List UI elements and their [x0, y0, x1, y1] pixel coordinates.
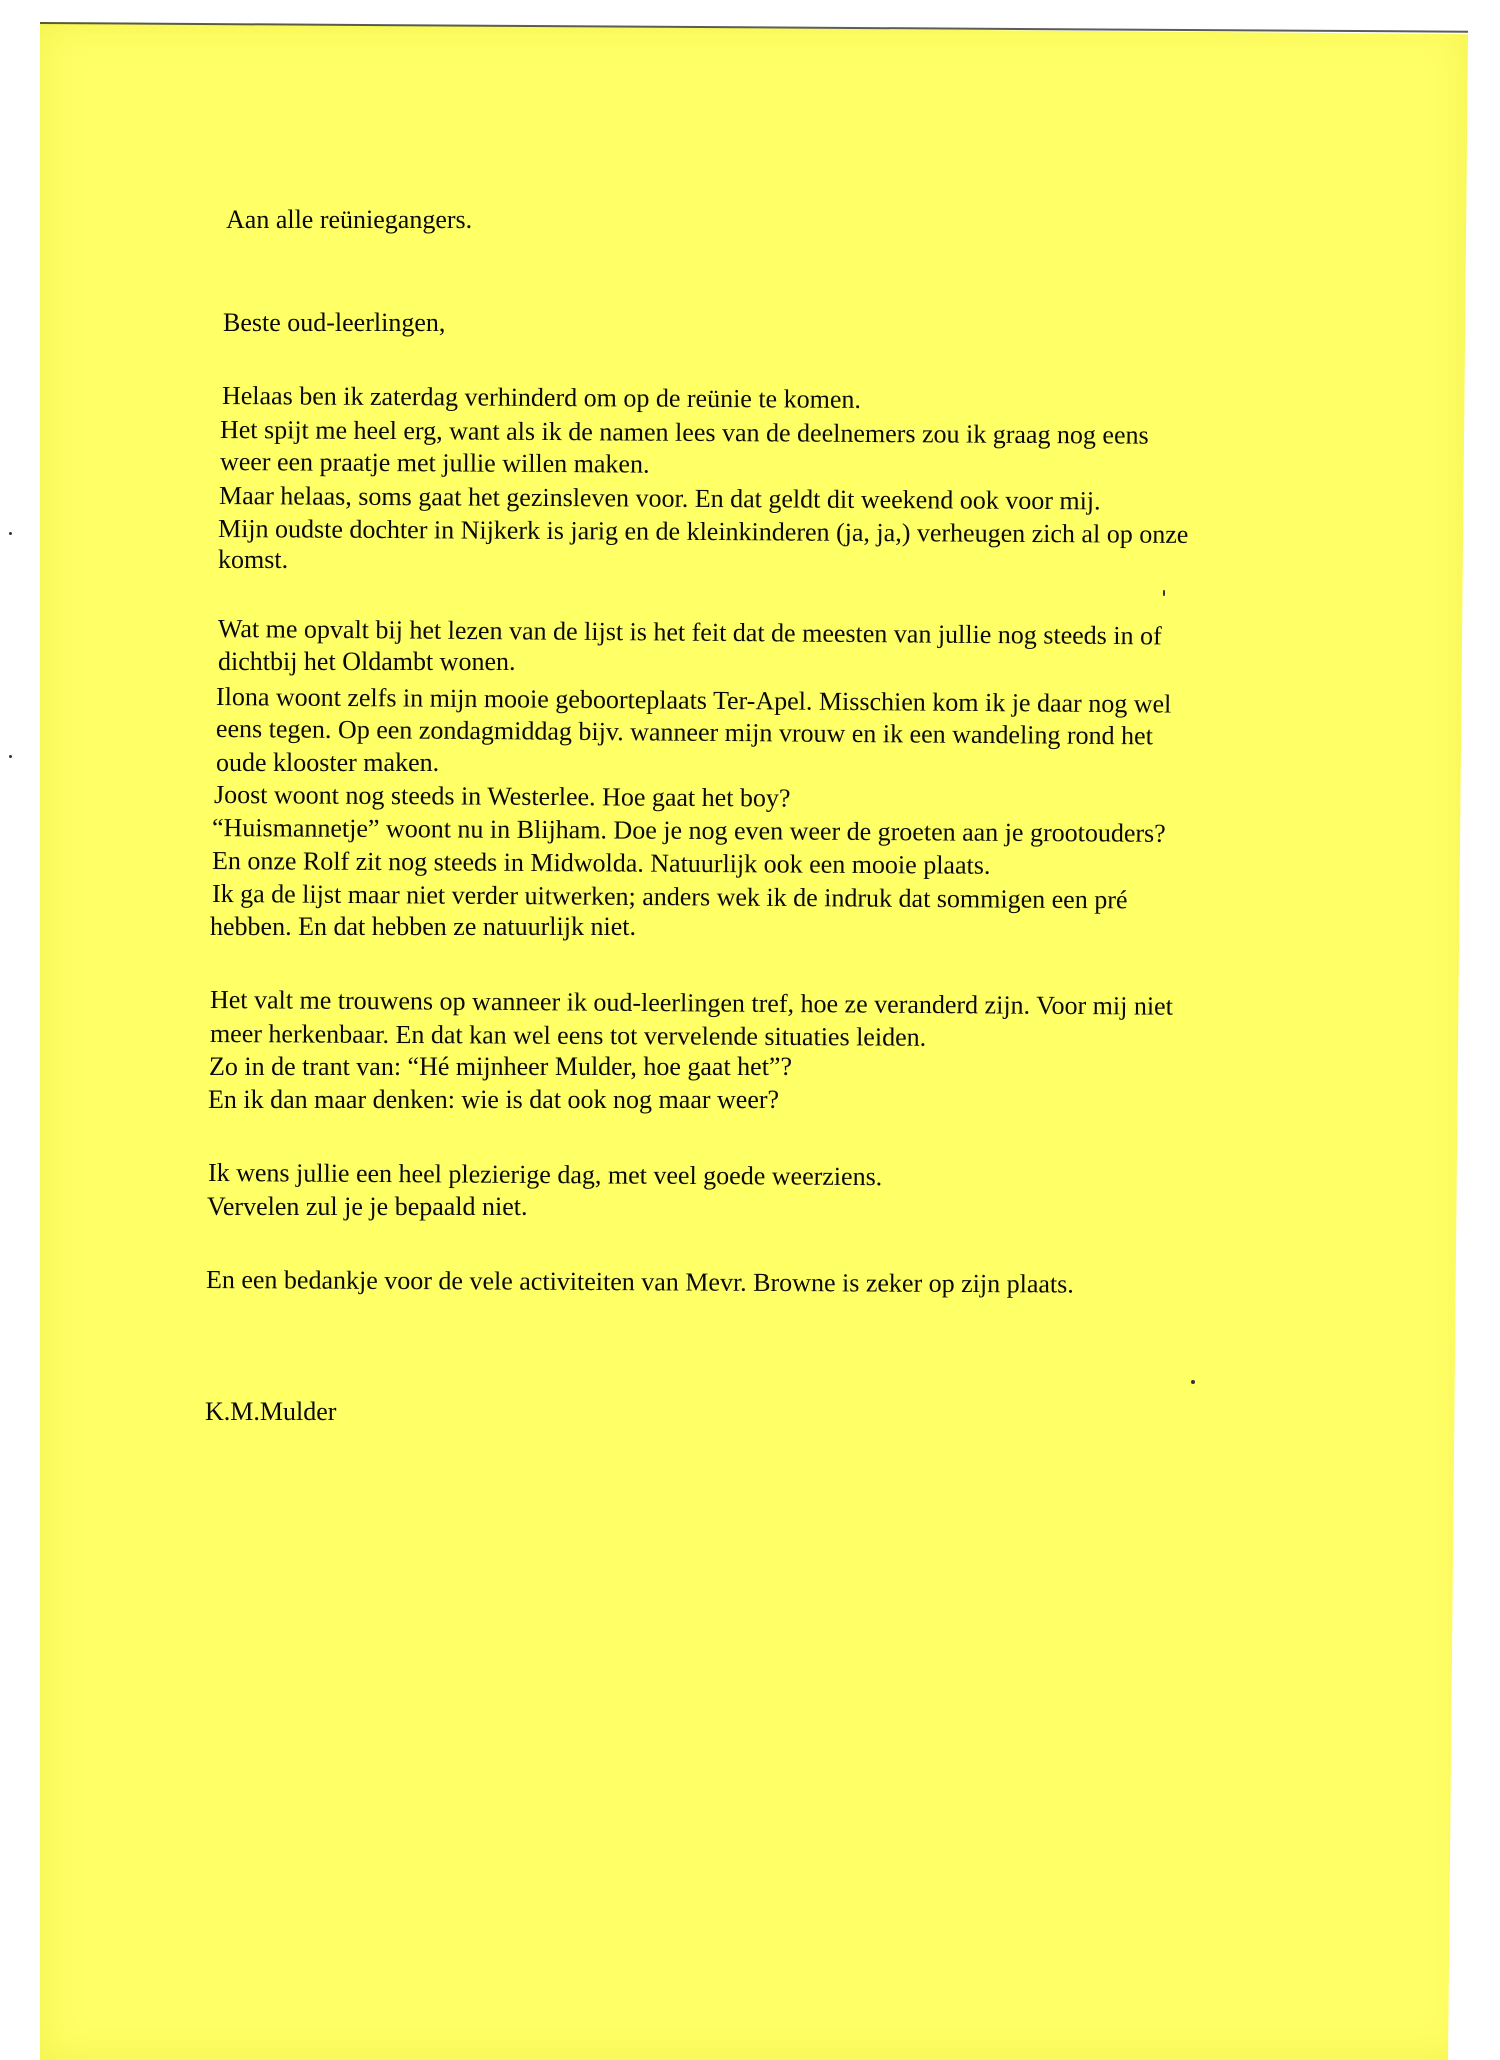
paragraph-1-line: Helaas ben ik zaterdag verhinderd om op de reünie te komen. — [221, 381, 862, 414]
paragraph-1-line: Het spijt me heel erg, want als ik de namen lees van de deelnemers zou ik graag nog eens — [219, 415, 1149, 450]
paragraph-1-line: Mijn oudste dochter in Nijkerk is jarig en de kleinkinderen (ja, ja,) verheugen zich al op onze — [217, 514, 1189, 549]
paragraph-2-line: eens tegen. Op een zondagmiddag bijv. wanneer mijn vrouw en ik een wandeling rond het — [215, 714, 1154, 751]
paragraph-2-line: hebben. En dat hebben ze natuurlijk niet. — [210, 912, 636, 941]
paragraph-2-line: dichtbij het Oldambt wonen. — [218, 647, 516, 676]
paragraph-2-line: “Huismannetje” woont nu in Blijham. Doe je nog even weer de groeten aan je grootouders? — [211, 813, 1166, 848]
paragraph-5-line: En een bedankje voor de vele activiteiten van Mevr. Browne is zeker op zijn plaats. — [205, 1265, 1074, 1299]
signature: K.M.Mulder — [205, 1397, 337, 1426]
paragraph-2-line: Wat me opvalt bij het lezen van de lijst is het feit dat de meesten van jullie nog steeds in of — [217, 614, 1162, 651]
paragraph-4-line: Ik wens jullie een heel plezierige dag, met veel goede weerziens. — [207, 1158, 883, 1192]
letter-greeting: Beste oud-leerlingen, — [223, 308, 446, 337]
paragraph-3-line: En ik dan maar denken: wie is dat ook nog maar weer? — [208, 1085, 780, 1114]
paragraph-3-line: meer herkenbaar. En dat kan wel eens tot vervelende situaties leiden. — [209, 1019, 927, 1052]
paragraph-1-line: Maar helaas, soms gaat het gezinsleven voor. En dat geldt dit weekend ook voor mij. — [218, 481, 1101, 516]
paragraph-3-line: Het valt me trouwens op wanneer ik oud-leerlingen tref, hoe ze veranderd zijn. Voor mij niet — [209, 985, 1173, 1021]
paragraph-4-line: Vervelen zul je je bepaald niet. — [207, 1192, 528, 1221]
scan-speck — [9, 755, 12, 758]
paragraph-2-line: En onze Rolf zit nog steeds in Midwolda. Natuurlijk ook een mooie plaats. — [211, 846, 991, 880]
paragraph-2-line: oude klooster maken. — [216, 748, 440, 777]
paragraph-1-line: komst. — [218, 545, 289, 574]
scan-speck — [9, 532, 12, 535]
paragraph-1-line: weer een praatje met jullie willen maken. — [219, 447, 650, 479]
scan-speck — [1163, 590, 1165, 596]
paragraph-2-line: Ik ga de lijst maar niet verder uitwerken; anders wek ik de indruk dat sommigen een pré — [211, 879, 1128, 915]
paragraph-2-line: Ilona woont zelfs in mijn mooie geboorteplaats Ter-Apel. Misschien kom ik je daar nog wel — [215, 682, 1172, 719]
paragraph-3-line: Zo in de trant van: “Hé mijnheer Mulder, hoe gaat het”? — [209, 1052, 793, 1081]
letter-address-line: Aan alle reüniegangers. — [226, 205, 473, 234]
paragraph-2-line: Joost woont nog steeds in Westerlee. Hoe gaat het boy? — [213, 780, 791, 813]
scan-speck — [1191, 1380, 1195, 1384]
